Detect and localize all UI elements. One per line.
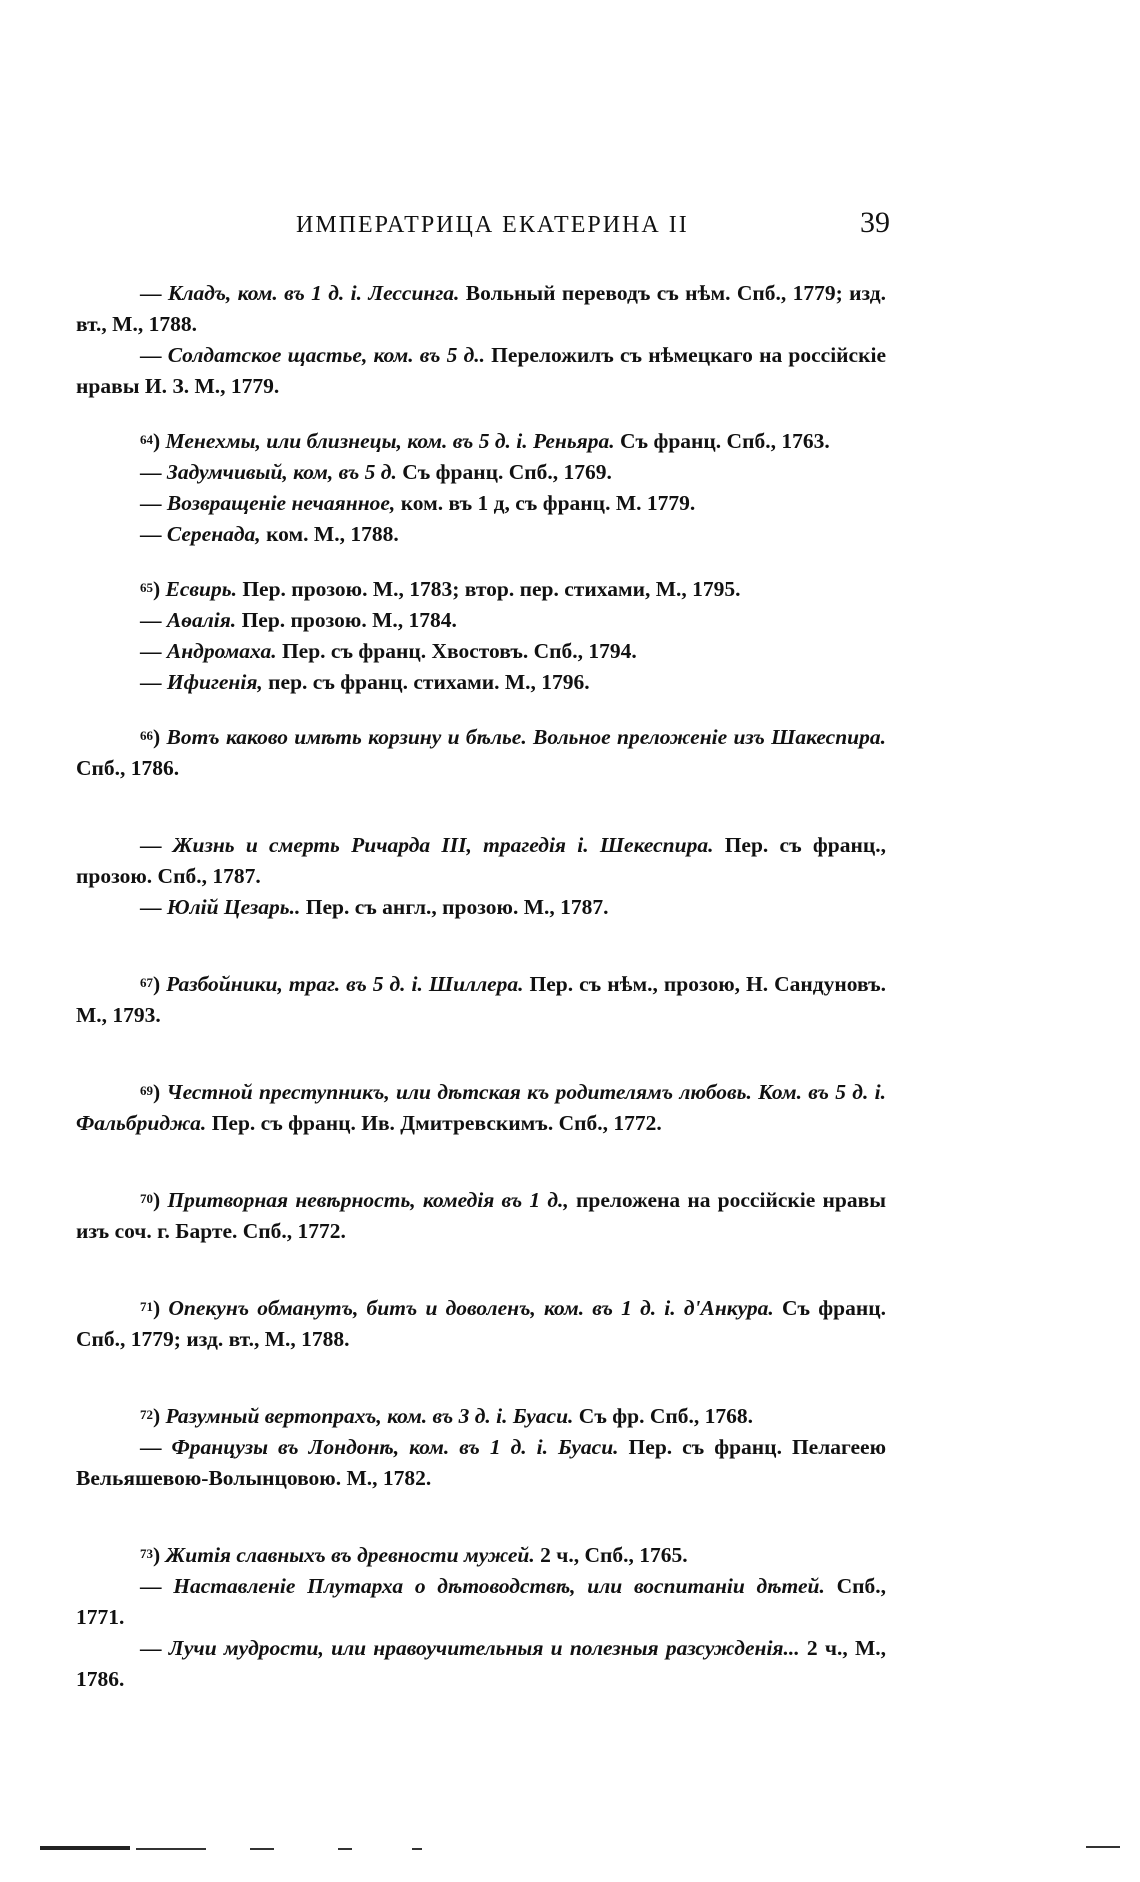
footnote-number: 70 bbox=[140, 1191, 153, 1206]
note-line: — Ифигенія, пер. съ франц. стихами. М., 1796. bbox=[140, 670, 590, 694]
scan-artifact bbox=[250, 1848, 274, 1850]
note-line: $^{64}$) Менехмы, или близнецы, ком. въ 5 д. і. Реньяра. Съ франц. Спб., 1763. bbox=[140, 429, 830, 453]
footnote-number: 72 bbox=[140, 1407, 153, 1422]
note-line: $^{67}$) Разбойники, траг. въ 5 д. і. Шиллера. Пер. съ нѣм., прозою, Н. Сандуновъ. М., 1793. bbox=[76, 972, 887, 1027]
footnote-number: 66 bbox=[140, 728, 153, 743]
note-entry bbox=[76, 1185, 886, 1247]
note-line: — Французы въ Лондонѣ, ком. въ 1 д. і. Буаси. Пер. съ франц. Пелагеею Вельяшевою-Волынцовою. М., 1782. bbox=[76, 1435, 887, 1490]
note-line: $^{66}$) Вотъ каково имѣть корзину и бѣлье. Вольное преложеніе изъ Шакеспира. Спб., 1786. bbox=[76, 725, 886, 780]
note-entry bbox=[76, 1401, 886, 1494]
footnote-number: 73 bbox=[140, 1546, 153, 1561]
bibliography-notes bbox=[76, 278, 886, 1719]
footnote-number: 69 bbox=[140, 1083, 153, 1098]
note-entry bbox=[76, 574, 886, 698]
note-line: $^{69}$) Честной преступникъ, или дѣтская къ родителямъ любовь. Ком. въ 5 д. і. Фальбриджа. Пер. съ франц. Ив. Дмитревскимъ. Спб., 1772. bbox=[76, 1080, 886, 1135]
footnote-number: 71 bbox=[140, 1299, 153, 1314]
note-entry bbox=[76, 278, 886, 402]
scan-artifact bbox=[412, 1848, 422, 1850]
footnote-number: 64 bbox=[140, 432, 153, 447]
running-header bbox=[296, 206, 890, 250]
scan-artifact bbox=[338, 1848, 352, 1850]
note-line: — Юлій Цезарь.. Пер. съ англ., прозою. М., 1787. bbox=[140, 895, 609, 919]
scan-artifact bbox=[40, 1846, 130, 1850]
note-entry bbox=[76, 830, 886, 923]
note-line: $^{70}$) Притворная невѣрность, комедія въ 1 д., преложена на россійскіе нравы изъ соч. г. Барте. Спб., 1772. bbox=[76, 1188, 886, 1243]
note-line: — Серенада, ком. М., 1788. bbox=[140, 522, 399, 546]
footnote-number: 65 bbox=[140, 580, 153, 595]
note-line: $^{65}$) Есвирь. Пер. прозою. М., 1783; втор. пер. стихами, М., 1795. bbox=[140, 577, 741, 601]
note-line: $^{72}$) Разумный вертопрахъ, ком. въ 3 д. і. Буаси. Съ фр. Спб., 1768. bbox=[140, 1404, 753, 1428]
page-number: 39 bbox=[860, 206, 890, 239]
note-line: — Солдатское щастье, ком. въ 5 д.. Переложилъ съ нѣмецкаго на россійскіе нравы И. З. М., 1779. bbox=[76, 343, 887, 398]
note-line: — Аѳалія. Пер. прозою. М., 1784. bbox=[140, 608, 457, 632]
note-entry bbox=[76, 1540, 886, 1695]
scan-artifact bbox=[136, 1848, 206, 1850]
note-entry bbox=[76, 1293, 886, 1355]
note-line: — Возвращеніе нечаянное, ком. въ 1 д, съ франц. М. 1779. bbox=[140, 491, 696, 515]
note-entry bbox=[76, 969, 886, 1031]
note-line: — Лучи мудрости, или нравоучительныя и полезныя разсужденія... 2 ч., М., 1786. bbox=[76, 1636, 886, 1691]
running-title: ИМПЕРАТРИЦА ЕКАТЕРИНА II bbox=[296, 212, 689, 238]
note-line: — Жизнь и смерть Ричарда III, трагедія і. Шекеспира. Пер. съ франц., прозою. Спб., 1787. bbox=[76, 833, 886, 888]
note-entry bbox=[76, 1077, 886, 1139]
note-line: — Андромаха. Пер. съ франц. Хвостовъ. Спб., 1794. bbox=[140, 639, 637, 663]
note-line: $^{71}$) Опекунъ обманутъ, битъ и доволенъ, ком. въ 1 д. і. д'Анкура. Съ франц. Спб., 1779; изд. вт., М., 1788. bbox=[76, 1296, 886, 1351]
note-entry bbox=[76, 722, 886, 784]
note-line: — Наставленіе Плутарха о дѣтоводствѣ, или воспитаніи дѣтей. Спб., 1771. bbox=[76, 1574, 886, 1629]
note-line: $^{73}$) Житія славныхъ въ древности мужей. 2 ч., Спб., 1765. bbox=[140, 1543, 688, 1567]
note-line: — Задумчивый, ком, въ 5 д. Съ франц. Спб., 1769. bbox=[140, 460, 612, 484]
note-entry bbox=[76, 426, 886, 550]
footnote-number: 67 bbox=[140, 975, 153, 990]
scan-artifact bbox=[1086, 1846, 1120, 1848]
note-line: — Кладъ, ком. въ 1 д. і. Лессинга. Вольный переводъ съ нѣм. Спб., 1779; изд. вт., М., 1788. bbox=[76, 281, 886, 336]
